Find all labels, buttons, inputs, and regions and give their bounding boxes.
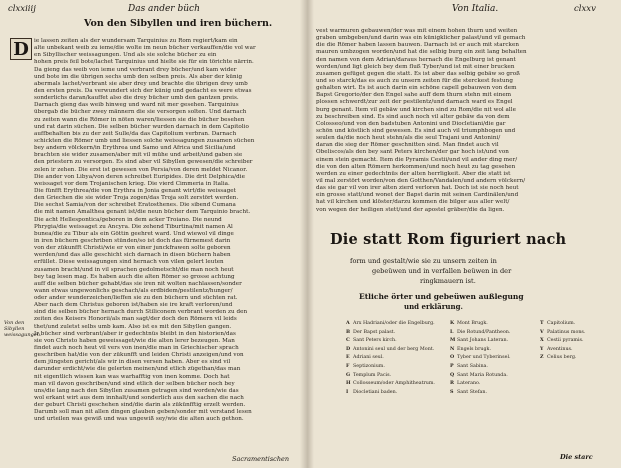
text-line: sie von Christo haben geweissaget/wie die alten lerer bezeugen. Man [34, 337, 235, 344]
legend-item [450, 363, 488, 369]
legend-key: A [346, 320, 350, 326]
text-line: wol erkant wirt aus dem innhalt/und sonderlich aus den sachen die nach [34, 395, 244, 402]
chapter-title: Von den Sibyllen und iren büchern. [84, 18, 273, 29]
legend-label: Diocletiani baden. [353, 389, 398, 395]
legend-label: Sant Sabina. [457, 364, 488, 369]
text-line: wann etwas ungewonlichs geschach/als erdbidem/pestilentz/hunger/ [34, 287, 233, 294]
map-subtitle-line-1: form und gestalt/wie sie zu unsern zeiten in [350, 257, 497, 265]
text-line: Die fünfft Erythrea/die von Erythra in Jonia genant wirt/die weissaget [34, 187, 236, 194]
legend-label: Engels brugk. [457, 346, 491, 352]
text-line: zeiten des Keisers Honorii/als man sagt/der doch den Römern vil leids [34, 316, 237, 323]
legend-item [450, 329, 510, 335]
legend-label: Laterano. [457, 381, 481, 387]
legend-key: Y [540, 345, 544, 352]
text-line: ie lassen zeiten als der wundersam Tarquinius zu Rom regiert/kam ein [34, 38, 238, 44]
text-line: den Griechen die sie wider Troja zogen/das Troja solt zerstört werden. [34, 195, 239, 202]
text-line: Bapst Gregorio/der den Engel sahe auff dem thurn stehn mit einem [316, 92, 512, 99]
legend-label: Sant Johans Lateran. [457, 338, 509, 344]
legend-item [450, 354, 511, 360]
legend-label: Arx Hadriani/oder die Engelburg. [353, 321, 435, 326]
legend-item [346, 363, 385, 369]
legend-key: O [450, 354, 455, 361]
text-line: einem stein gemacht. Item die Pyramis Cestii/und vil ander ding mer/ [316, 156, 518, 163]
text-line: von wegen der heiligen stett/und der apostel gräber/die da ligen. [316, 206, 505, 213]
text-line: hat vil kirchen und klöster/darzu kommen die bilger aus aller welt/ [316, 199, 510, 206]
legend-label: Sant Maria Rotunda. [457, 372, 508, 378]
text-line: gehalten wirt. Es ist auch darin ein schöne capell gebauwen von dem [316, 85, 517, 92]
text-line: seulen da/die noch heut stehn/als die seul Trajani und Antonini/ [316, 135, 501, 142]
text-line: mauren umbzogen worden/und hat die selbig burg ein zeit lang behalten [316, 49, 527, 56]
legend-key: M [450, 337, 456, 344]
text-line: Colosseo/und von den badstuben Antonini und Diocletiani/die gar [316, 120, 506, 127]
legend-label: Tyber und Tyberinsel. [457, 355, 511, 361]
legend-key: V [540, 328, 544, 335]
text-line: uns/die lang nach den Sibyllen zusamen getragen sind worden/wie das [34, 387, 239, 394]
text-line: dem jüngsten gericht/als wir in disen versen haben. Aber es sind vil [34, 359, 231, 366]
text-line: Phrygia/die weissaget zu Ancyra. Die zehend Tiburtina/mit namen Al [34, 223, 233, 230]
text-line: von der zükunfft Christi/wie er von einer junckfrawen solte geboren [34, 245, 231, 252]
text-line: Obeliscos/als den bey sant Peters kirchen/der gar hoch ist/und von [316, 149, 509, 156]
legend-key: K [450, 320, 455, 326]
text-line: zusamen bracht/und in vil sprachen gedolmetscht/die man noch heut [34, 266, 234, 273]
legend-label: Adriani seul. [353, 355, 384, 361]
margin-note: Von den Sibyllen weissagungen. [4, 320, 42, 338]
right-catchword: Die starc [560, 453, 593, 461]
legend-item [346, 329, 395, 335]
text-line: abermals lachet/verbrant sie aber drey und brachte die übrigen drey umb [34, 80, 248, 87]
legend-heading: Etliche örter und gebeüwen außlegung [359, 292, 524, 301]
text-line: das sie gar vil von irer alten zierd verloren hat. Doch ist sie noch heut [316, 185, 519, 192]
text-line: brachten sie wider zusamen/aber mit vil mühe und arbeit/und gaben sie [34, 152, 243, 159]
legend-key: Q [450, 371, 455, 378]
text-line: Die sechst Samia/von der schreibet Eratosthenes. Die sibend Cumana [34, 202, 236, 209]
legend-key: E [346, 354, 350, 361]
text-line: zu zeiten wann die Römer in nöten waren/liessen sie die bücher besehen [34, 116, 245, 123]
text-line: werden zu einer gedechtnüs der alten herrligkeit. Aber die statt ist [316, 170, 511, 177]
legend-item [346, 354, 384, 360]
legend-item [540, 346, 573, 352]
legend-item [540, 354, 576, 360]
legend-item [346, 380, 435, 386]
text-line: schickten die Römer umb und liessen solche weissagungen zusamen süchen [34, 137, 255, 144]
text-line: sonderlichs daran/kauffet also die drey bücher umb den gantzen preis. [34, 95, 239, 102]
legend-key: C [346, 337, 350, 344]
text-line: geschriben hat/die von der zükunfft und leiden Christi anzeigen/und von [34, 352, 244, 359]
map-title: Die statt Rom figuriert nach [330, 231, 567, 248]
text-line: den ersten preis. Da verwundert sich der künig und gedacht es were etwas [34, 87, 252, 94]
legend-key: R [450, 380, 454, 387]
text-line: und rat darin süchen. Die selben bücher wurden darnach in dem Capitolio [34, 123, 249, 130]
legend-item [540, 329, 585, 335]
text-line: auff die selben bücher gehabt/das sie iren nit wolten nachlassen/sonder [34, 280, 242, 287]
text-line: Darumb soll man nit allen dingen glauben geben/sonder mit verstand lesen [34, 409, 252, 416]
text-line: und urteilen was gewiß und was ungewiß sey/wie die alten auch gethon. [34, 416, 244, 423]
text-line: in iren büchern geschriben stünden/so ist doch das fürnemest darin [34, 237, 231, 244]
legend-label: Capitolium. [547, 321, 576, 326]
legend-label: Sant Peters kirch. [353, 338, 397, 344]
legend-key: F [346, 363, 350, 369]
text-line: en Sibyllischer weissagungen. Und als sie solche bücher zu ein [34, 52, 217, 59]
map-subtitle-line-3: ringkmauern ist. [420, 277, 476, 285]
legend-label: Palatinus mons. [547, 329, 586, 335]
legend-label: Aventinus. [547, 346, 573, 352]
legend-item [450, 346, 491, 352]
text-line: Da gieng das weib von ieme und verbrant drey bücher/und kam wider [34, 66, 237, 73]
text-line: nit eigentlich wissen kan was warhafftig von inen komme. Doch hat [34, 373, 230, 380]
text-line: ein grosse statt/und wonet der Bapst darin mit seinen Cardinälen/und [316, 192, 519, 199]
text-line: übergab die bücher zwey männern die sie versorgen solten. Und darnach [34, 109, 247, 116]
text-line: bey andern völckern/in Erythrea und Samo und Africa und Sicilia/und [34, 145, 236, 152]
right-page-number: clxxv [574, 4, 596, 14]
legend-label: Septizonium. [353, 364, 385, 369]
legend-key: S [450, 388, 454, 395]
text-line: erfüllet. Diese weissagungen sind hernach von vilen gelert leuten [34, 259, 224, 266]
text-line: zu beschreiben sind. Es sind auch noch vil alter gebäw da von dem [316, 113, 510, 120]
text-line: werden/und das alle geschicht sich darnach in disen büchern haben [34, 252, 231, 259]
text-line: und bote im die übrigen sechs umb den selben preis. Als aber der künig [34, 73, 243, 80]
legend-item [450, 372, 508, 378]
text-line: der geburt Christi geschehen sind/die darin als zükünfftig erzelt werden. [34, 402, 246, 409]
right-body-text [316, 28, 612, 214]
legend-item [450, 389, 487, 395]
text-line: findet auch noch heut vil vers von inen/die man in Griechischer sprach [34, 345, 239, 352]
text-line: plossen schwerdt/zur zeit der pestilentz/und darnach ward es Engel [316, 99, 513, 106]
legend-key: I [346, 388, 349, 395]
legend-item [346, 372, 391, 378]
text-line: worden/und ligt gleich bey dem fluß Tyber/und ist mit einer brucken [316, 63, 515, 70]
text-line: Die acht Hellespontica/geboren in dem acker Troiano. Die neund [34, 216, 222, 223]
text-line: Ir bücher sind verbrant/aber ir gedechtnüs bleibt in den historien/das [34, 330, 236, 337]
text-line: bunea/die zu Tibur als ein Göttin geehret ward. Und wiewol vil dinge [34, 230, 234, 237]
legend-key: Z [540, 354, 544, 361]
drop-cap: D [10, 38, 32, 60]
legend-item [346, 337, 397, 343]
legend-label: Templum Pacis. [353, 372, 392, 378]
legend-label: Der Bapst palast. [353, 329, 396, 335]
text-line: vil mal zerstört worden/von den Gotthen/Vandalen/und andern völckern/ [316, 177, 526, 184]
text-line: Darnach gieng das weib hinweg und ward nit mer gesehen. Tarquinius [34, 102, 239, 109]
text-line: weissaget vor dem Trojanischen krieg. Die vierd Cimmeria in Italia. [34, 180, 230, 187]
legend-item [346, 346, 434, 352]
legend-label: Sant Stefan. [457, 389, 487, 395]
legend-item [450, 320, 488, 326]
text-line: daran die sieg der Römer geschnitten sind. Man findet auch vil [316, 142, 499, 149]
text-line: den namen von dem Adrian/daraus hernach die Engelburg ist genant [316, 56, 516, 63]
text-line: die mit namen Amalthea genant ist/die neun bücher dem Tarquinio bracht. [34, 209, 251, 216]
text-line: bey tag lesen mag. Es haben auch die alten Römer so grosse achtung [34, 273, 235, 280]
legend-item [540, 320, 575, 326]
text-line: oder ander wunderzeichen/lieffen sie zu den büchern und süchten rat. [34, 295, 238, 302]
legend-key: X [540, 337, 544, 344]
text-line: die von den alten Römern herkommen/und noch heut zu tag gesehen [316, 163, 516, 170]
legend-item [540, 337, 584, 343]
text-line: burg genant. Item vil gebäw und kirchen sind zu Rom/die nit wol alle [316, 106, 516, 113]
text-line: die die Römer haben lassen bauwen. Darnach ist er auch mit starcken [316, 42, 519, 49]
legend-label: Antonini seul und der berg Mont. [353, 346, 435, 352]
left-running-head: Das ander büch [128, 4, 200, 14]
legend-item [450, 337, 508, 343]
legend-item [346, 389, 397, 395]
left-body-text [34, 38, 296, 424]
legend-key: H [346, 380, 351, 387]
text-line: darunder erdicht/wie die gelerten meinen/und etlich zügethan/das man [34, 366, 241, 373]
legend-label: Cestii pyramis. [547, 338, 584, 344]
text-line: man vil davon geschriben/und sind etlich der selben bücher noch bey [34, 380, 235, 387]
legend-key: P [450, 363, 454, 369]
text-line: zusamen gefüget gegen die statt. Es ist aber das selbig gebäw so groß [316, 70, 520, 77]
book-gutter [300, 0, 314, 468]
legend-key: L [450, 328, 454, 335]
legend-label: Celius berg. [547, 355, 577, 361]
text-line: auffbehalten bis zu der zeit Sulle/da das Capitolium verbran. Darnach [34, 130, 237, 137]
map-subtitle-line-2: gebeüwen und in verfallen beüwen in der [372, 267, 512, 275]
legend-label: Die Rotund/Pantheon. [457, 329, 511, 335]
text-line: Aber nach dem Christus geboren ist/haben sie ire kraft verloren/und [34, 302, 233, 309]
text-line: Die ander von Libya/von deren schreibet Euripides. Die drit Delphica/die [34, 173, 245, 180]
text-line: und so starck/das es auch zu unsern zeiten für die sterckest festung [316, 77, 513, 84]
left-page [0, 0, 306, 468]
legend-key: N [450, 345, 455, 352]
text-line: sind die selben bücher hernach durch Stiliconem verbrant worden zu den [34, 309, 248, 316]
text-line: graben umbgeben/und darin was ein künigklicher palast/und vil gemach [316, 35, 526, 42]
legend-item [450, 380, 480, 386]
text-line: zelen ir zehen. Die erst ist gewesen von Persia/von deren meldet Nicanor. [34, 166, 248, 173]
legend-key: B [346, 328, 351, 335]
legend-label: Collosseum/oder Amphitheatrum. [353, 381, 435, 387]
legend-key: T [540, 320, 544, 326]
legend-key: D [346, 345, 351, 352]
legend-heading-2: und erklärung. [404, 302, 463, 311]
text-line: den priestern zu versorgen. Es sind aber vil Sibyllen gewesen/die schreiber [34, 159, 253, 166]
text-line: hohen preis feil bote/lachet Tarquinius und hielte sie für ein törichte närrin. [34, 59, 254, 66]
text-line: alte unbekant weib zu ieme/die wolte im neun bücher verkauffen/die vol war [34, 45, 256, 52]
text-line: thet/und zuletst selbs umb kam. Also ist es mit den Sibyllen gangen. [34, 323, 232, 330]
right-running-head: Von Italia. [452, 4, 499, 14]
left-page-number: clxxiiij [8, 4, 36, 14]
legend-key: G [346, 371, 351, 378]
text-line: vest warmuren gebauwen/der was mit einem hohen thurn und weiten [316, 28, 518, 34]
left-catchword: Sacramentischen [232, 455, 290, 463]
legend-label: Mont Brugk. [457, 321, 488, 326]
legend-item [346, 320, 435, 326]
text-line: schön und köstlich sind gewesen. Es sind auch vil triumphbogen und [316, 127, 516, 134]
